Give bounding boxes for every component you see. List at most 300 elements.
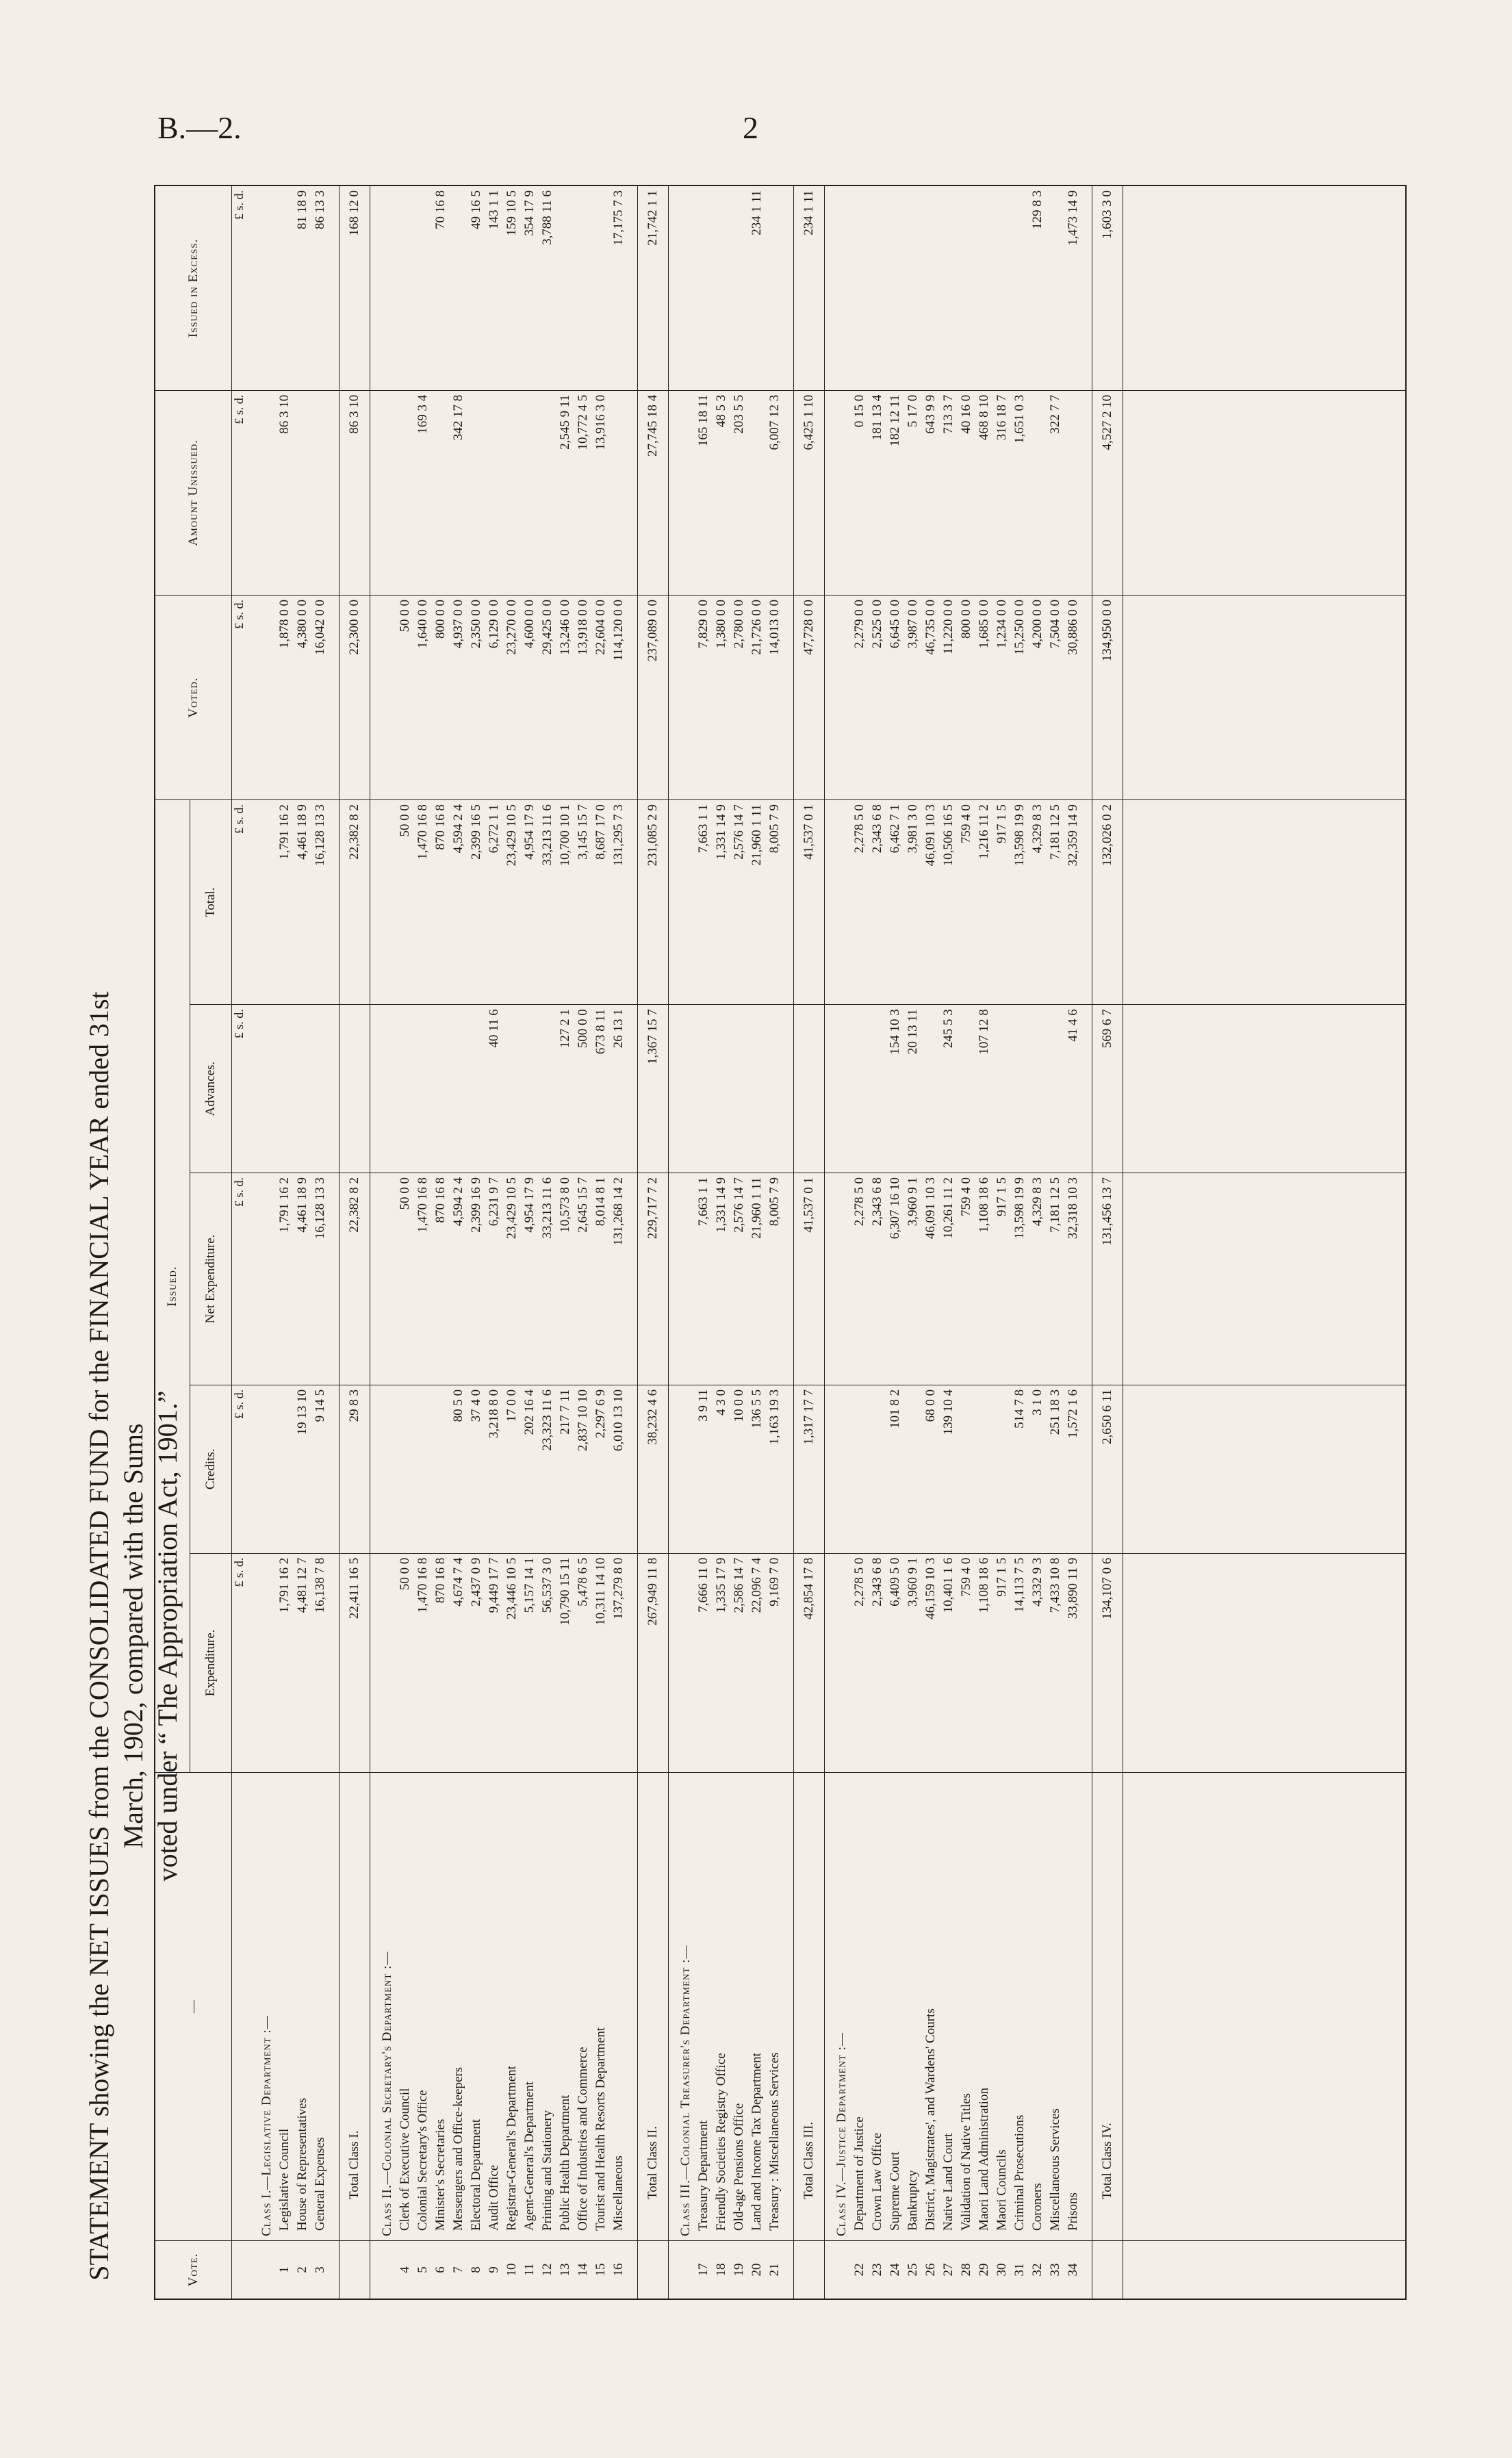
amount-unissued-value [396,390,414,595]
advances-value: 245 5 3 [940,1005,958,1173]
amount-unissued-value: 643 9 9 [922,390,940,595]
net-expenditure-value: 10,261 11 2 [940,1173,958,1385]
issued-in-excess-value [940,185,958,390]
credits-value: 19 13 10 [294,1385,311,1553]
total-credits-value: 2,650 6 11 [1092,1385,1123,1553]
voted-value: 6,129 0 0 [485,595,503,799]
expenditure-value: 6,409 5 0 [886,1553,904,1773]
expenditure-value: 5,157 14 1 [521,1553,539,1773]
spacer-cell [784,2241,794,2299]
amount-unissued-value: 316 18 7 [993,390,1011,595]
amount-unissued-value: 10,772 4 5 [574,390,592,595]
total-value: 917 1 5 [993,800,1011,1005]
voted-value: 2,525 0 0 [869,595,886,799]
vote-number: 14 [574,2241,592,2299]
expenditure-value: 4,481 12 7 [294,1553,311,1773]
total-value: 2,399 16 5 [467,800,485,1005]
vote-description: Bankruptcy [904,1773,922,2241]
net-expenditure-value: 2,399 16 9 [467,1173,485,1385]
spacer-cell [329,1773,339,2241]
empty-cell [250,1553,276,1773]
expenditure-value: 14,113 7 5 [1011,1553,1029,1773]
vote-number: 8 [467,2241,485,2299]
voted-value: 2,350 0 0 [467,595,485,799]
table-row [467,185,485,2299]
advances-value [922,1005,940,1173]
class-total-label: Total Class III. [794,1773,825,2241]
net-expenditure-value: 8,014 8 1 [592,1173,610,1385]
credits-value: 3,218 8 0 [485,1385,503,1553]
advances-value [276,1005,294,1173]
vote-description: Printing and Stationery [539,1773,556,2241]
expenditure-header: Expenditure. [190,1553,232,1773]
spacer-cell [784,1553,794,1773]
vote-description: Criminal Prosecutions [1011,1773,1029,2241]
empty-cell [669,1173,695,1385]
amount-unissued-value: 0 15 0 [851,390,869,595]
advances-value [396,1005,414,1173]
credits-value: 136 5 5 [748,1385,766,1553]
empty-cell [669,1385,695,1553]
credits-value [851,1385,869,1553]
credits-value [958,1385,975,1553]
vote-cell [794,2241,825,2299]
total-total-value: 231,085 2 9 [638,800,669,1005]
empty-cell [825,1553,851,1773]
vote-description: Colonial Secretary's Office [414,1773,432,2241]
issued-in-excess-value [766,185,784,390]
net-expenditure-header: Net Expenditure. [190,1173,232,1385]
advances-value: 107 12 8 [975,1005,993,1173]
empty-cell [370,390,397,595]
vote-description: District, Magistrates', and Wardens' Courts [922,1773,940,2241]
expenditure-value: 9,449 17 7 [485,1553,503,1773]
empty-cell [669,800,695,1005]
advances-header: Advances. [190,1005,232,1173]
net-expenditure-value: 2,278 5 0 [851,1173,869,1385]
expenditure-value: 2,343 6 8 [869,1553,886,1773]
empty-cell [250,595,276,799]
advances-value [713,1005,730,1173]
advances-value [730,1005,748,1173]
empty-cell [825,1173,851,1385]
advances-value [1047,1005,1064,1173]
table-row [695,185,713,2299]
voted-value: 3,987 0 0 [904,595,922,799]
table-row [713,185,730,2299]
advances-value [993,1005,1011,1173]
vote-number: 30 [993,2241,1011,2299]
issued-in-excess-value: 81 18 9 [294,185,311,390]
issued-in-excess-value: 70 16 8 [432,185,450,390]
amount-unissued-value: 5 17 0 [904,390,922,595]
table-row [610,185,628,2299]
amount-unissued-value: 181 13 4 [869,390,886,595]
empty-cell [370,1005,397,1173]
vote-number: 2 [294,2241,311,2299]
total-value: 16,128 13 3 [311,800,329,1005]
vote-description: Messengers and Office-keepers [450,1773,467,2241]
net-expenditure-value: 759 4 0 [958,1173,975,1385]
expenditure-value: 2,437 0 9 [467,1553,485,1773]
net-expenditure-value: 1,470 16 8 [414,1173,432,1385]
class-total-row [794,185,825,2299]
credits-value: 514 7 8 [1011,1385,1029,1553]
net-expenditure-value: 32,318 10 3 [1064,1173,1082,1385]
amount-unissued-value: 48 5 3 [713,390,730,595]
net-expenditure-value: 7,663 1 1 [695,1173,713,1385]
voted-value: 4,380 0 0 [294,595,311,799]
empty-cell [669,1553,695,1773]
voted-value: 13,246 0 0 [556,595,574,799]
table-row [574,185,592,2299]
empty-cell [669,185,695,390]
net-expenditure-value: 6,307 16 10 [886,1173,904,1385]
spacer-cell [784,390,794,595]
advances-value [311,1005,329,1173]
table-row [311,185,329,2299]
amount-unissued-value: 1,651 0 3 [1011,390,1029,595]
issued-in-excess-value [730,185,748,390]
net-expenditure-value: 46,091 10 3 [922,1173,940,1385]
expenditure-value: 870 16 8 [432,1553,450,1773]
voted-value: 46,735 0 0 [922,595,940,799]
total-amount-unissued-value: 4,527 2 10 [1092,390,1123,595]
empty-cell [250,800,276,1005]
amount-unissued-value: 342 17 8 [450,390,467,595]
voted-value: 2,780 0 0 [730,595,748,799]
vote-description: Maori Land Administration [975,1773,993,2241]
spacer-cell [628,1173,638,1385]
table-row [993,185,1011,2299]
total-value: 6,462 7 1 [886,800,904,1005]
total-value: 1,470 16 8 [414,800,432,1005]
total-value: 4,461 18 9 [294,800,311,1005]
voted-value: 15,250 0 0 [1011,595,1029,799]
advances-value: 127 2 1 [556,1005,574,1173]
total-value: 870 16 8 [432,800,450,1005]
spacer-cell [1082,1173,1092,1385]
net-expenditure-value: 13,598 19 9 [1011,1173,1029,1385]
expenditure-value: 1,791 16 2 [276,1553,294,1773]
vote-number: 7 [450,2241,467,2299]
table-body [232,185,1407,2299]
total-value: 4,954 17 9 [521,800,539,1005]
vote-number: 11 [521,2241,539,2299]
vote-number: 6 [432,2241,450,2299]
vote-description: Validation of Native Titles [958,1773,975,2241]
total-expenditure-value: 267,949 11 8 [638,1553,669,1773]
total-value: 32,359 14 9 [1064,800,1082,1005]
spacer-cell [628,185,638,390]
issued-in-excess-value: 1,473 14 9 [1064,185,1082,390]
net-expenditure-value: 10,573 8 0 [556,1173,574,1385]
advances-value [539,1005,556,1173]
spacer-cell [329,185,339,390]
advances-value: 26 13 1 [610,1005,628,1173]
total-value: 33,213 11 6 [539,800,556,1005]
table-row [940,185,958,2299]
empty-cell [370,185,397,390]
spacer-row [784,185,794,2299]
issued-in-excess-value [556,185,574,390]
expenditure-value: 1,108 18 6 [975,1553,993,1773]
empty-cell [825,595,851,799]
amount-unissued-value [503,390,521,595]
spacer-cell [784,1005,794,1173]
table-row [1047,185,1064,2299]
filler-cell [1123,390,1407,595]
filler-cell [1123,1385,1407,1553]
class-total-label: Total Class II. [638,1773,669,2241]
vote-number: 17 [695,2241,713,2299]
credits-value [432,1385,450,1553]
spacer-cell [784,185,794,390]
net-expenditure-value: 16,128 13 3 [311,1173,329,1385]
vote-number: 10 [503,2241,521,2299]
class-heading-row [669,185,695,2299]
table-row [1011,185,1029,2299]
voted-value: 800 0 0 [432,595,450,799]
issued-in-excess-value: 234 1 11 [748,185,766,390]
total-value: 4,594 2 4 [450,800,467,1005]
table-row [886,185,904,2299]
empty-cell [250,185,276,390]
expenditure-value: 22,096 7 4 [748,1553,766,1773]
expenditure-value: 7,433 10 8 [1047,1553,1064,1773]
expenditure-value: 46,159 10 3 [922,1553,940,1773]
units-cell-net-expenditure: £ s. d. [232,1173,251,1385]
total-value: 21,960 1 11 [748,800,766,1005]
total-value: 1,216 11 2 [975,800,993,1005]
credits-value [904,1385,922,1553]
vote-description: Agent-General's Department [521,1773,539,2241]
issued-in-excess-value: 17,175 7 3 [610,185,628,390]
advances-value [414,1005,432,1173]
issued-in-excess-value [958,185,975,390]
advances-value [503,1005,521,1173]
advances-value: 154 10 3 [886,1005,904,1173]
voted-value: 2,279 0 0 [851,595,869,799]
expenditure-value: 4,674 7 4 [450,1553,467,1773]
filler-cell [1123,1005,1407,1173]
amount-unissued-value: 86 3 10 [276,390,294,595]
advances-value [695,1005,713,1173]
net-expenditure-value: 4,329 8 3 [1029,1173,1047,1385]
voted-value: 4,600 0 0 [521,595,539,799]
credits-value [869,1385,886,1553]
vote-number: 24 [886,2241,904,2299]
spacer-cell [329,390,339,595]
total-value: 1,331 14 9 [713,800,730,1005]
advances-value: 41 4 6 [1064,1005,1082,1173]
spacer-cell [1082,800,1092,1005]
vote-description: Office of Industries and Commerce [574,1773,592,2241]
amount-unissued-value: 182 12 11 [886,390,904,595]
filler-cell [1123,2241,1407,2299]
amount-unissued-value: 169 3 4 [414,390,432,595]
net-expenditure-value: 21,960 1 11 [748,1173,766,1385]
vote-number: 32 [1029,2241,1047,2299]
amount-unissued-value [467,390,485,595]
total-expenditure-value: 134,107 0 6 [1092,1553,1123,1773]
class-heading-row [825,185,851,2299]
total-credits-value: 1,317 17 7 [794,1385,825,1553]
advances-value [869,1005,886,1173]
issued-in-excess-value [414,185,432,390]
advances-value: 20 13 11 [904,1005,922,1173]
empty-cell [825,1385,851,1553]
total-net-expenditure-value: 22,382 8 2 [339,1173,370,1385]
vote-number: 23 [869,2241,886,2299]
credits-value: 1,572 1 6 [1064,1385,1082,1553]
units-cell-issued-in-excess: £ s. d. [232,185,251,390]
vote-description: Native Land Court [940,1773,958,2241]
expenditure-value: 50 0 0 [396,1553,414,1773]
amount-unissued-value [748,390,766,595]
vote-number: 15 [592,2241,610,2299]
voted-value: 16,042 0 0 [311,595,329,799]
table-row [975,185,993,2299]
spacer-cell [628,595,638,799]
net-expenditure-value: 33,213 11 6 [539,1173,556,1385]
total-value: 3,145 15 7 [574,800,592,1005]
spacer-cell [628,1385,638,1553]
vote-description: Miscellaneous [610,1773,628,2241]
voted-value: 1,685 0 0 [975,595,993,799]
expenditure-value: 759 4 0 [958,1553,975,1773]
credits-value: 68 0 0 [922,1385,940,1553]
total-voted-value: 47,728 0 0 [794,595,825,799]
total-expenditure-value: 22,411 16 5 [339,1553,370,1773]
total-value: 2,278 5 0 [851,800,869,1005]
vote-number: 28 [958,2241,975,2299]
issued-in-excess-value [993,185,1011,390]
vote-description: Coroners [1029,1773,1047,2241]
amount-unissued-value: 2,545 9 11 [556,390,574,595]
credits-value: 2,297 6 9 [592,1385,610,1553]
empty-cell [825,185,851,390]
vote-description: Legislative Council [276,1773,294,2241]
credits-value [993,1385,1011,1553]
net-expenditure-value: 3,960 9 1 [904,1173,922,1385]
net-expenditure-value: 1,791 16 2 [276,1173,294,1385]
spacer-cell [784,1173,794,1385]
expenditure-value: 23,446 10 5 [503,1553,521,1773]
spacer-cell [784,595,794,799]
table-row [748,185,766,2299]
voted-value: 6,645 0 0 [886,595,904,799]
table-row [1029,185,1047,2299]
vote-description: Clerk of Executive Council [396,1773,414,2241]
voted-value: 1,640 0 0 [414,595,432,799]
vote-description: House of Representatives [294,1773,311,2241]
spacer-row [1082,185,1092,2299]
vote-number: 29 [975,2241,993,2299]
total-advances-value: 1,367 15 7 [638,1005,669,1173]
expenditure-value: 137,279 8 0 [610,1553,628,1773]
advances-value [851,1005,869,1173]
voted-value: 1,878 0 0 [276,595,294,799]
expenditure-value: 9,169 7 0 [766,1553,784,1773]
vote-cell [638,2241,669,2299]
issued-in-excess-value [592,185,610,390]
vote-description: Old-age Pensions Office [730,1773,748,2241]
total-amount-unissued-value: 27,745 18 4 [638,390,669,595]
expenditure-value: 3,960 9 1 [904,1553,922,1773]
advances-value [958,1005,975,1173]
expenditure-value: 1,470 16 8 [414,1553,432,1773]
units-cell-amount-unissued: £ s. d. [232,390,251,595]
voted-value: 7,504 0 0 [1047,595,1064,799]
advances-value [1029,1005,1047,1173]
amount-unissued-value [294,390,311,595]
vote-number: 13 [556,2241,574,2299]
expenditure-value: 4,332 9 3 [1029,1553,1047,1773]
vote-number: 16 [610,2241,628,2299]
amount-unissued-value: 13,916 3 0 [592,390,610,595]
amount-unissued-value: 468 8 10 [975,390,993,595]
expenditure-value: 10,311 14 10 [592,1553,610,1773]
expenditure-value: 2,586 14 7 [730,1553,748,1773]
filler-row [1123,185,1407,2299]
advances-value [766,1005,784,1173]
table-row [539,185,556,2299]
total-value: 1,791 16 2 [276,800,294,1005]
total-value: 46,091 10 3 [922,800,940,1005]
spacer-cell [628,1553,638,1773]
total-advances-value: 569 6 7 [1092,1005,1123,1173]
empty-cell [825,1005,851,1173]
table-row [450,185,467,2299]
net-expenditure-value: 7,181 12 5 [1047,1173,1064,1385]
issued-in-excess-value [851,185,869,390]
spacer-cell [784,1385,794,1553]
expenditure-value: 2,278 5 0 [851,1553,869,1773]
total-expenditure-value: 42,854 17 8 [794,1553,825,1773]
credits-value: 1,163 19 3 [766,1385,784,1553]
vote-cell [669,2241,695,2299]
total-voted-value: 237,089 0 0 [638,595,669,799]
class-title: Class III.—Colonial Treasurer's Department :— [669,1773,695,2241]
table-row [766,185,784,2299]
credits-value: 139 10 4 [940,1385,958,1553]
issued-in-excess-value: 159 10 5 [503,185,521,390]
empty-cell [370,800,397,1005]
empty-cell [250,1173,276,1385]
net-expenditure-value: 8,005 7 9 [766,1173,784,1385]
credits-value: 10 0 0 [730,1385,748,1553]
voted-value: 4,937 0 0 [450,595,467,799]
issued-in-excess-value: 3,788 11 6 [539,185,556,390]
voted-value: 29,425 0 0 [539,595,556,799]
spacer-cell [1082,1005,1092,1173]
amount-unissued-value [610,390,628,595]
total-advances-value [339,1005,370,1173]
spacer-cell [329,595,339,799]
spacer-cell [329,1173,339,1385]
units-cell-total: £ s. d. [232,800,251,1005]
empty-cell [669,390,695,595]
net-expenditure-value: 4,954 17 9 [521,1173,539,1385]
spacer-cell [628,1005,638,1173]
vote-description: Registrar-General's Department [503,1773,521,2241]
total-value: 50 0 0 [396,800,414,1005]
vote-number: 26 [922,2241,940,2299]
issued-in-excess-value: 143 1 1 [485,185,503,390]
vote-description: Electoral Department [467,1773,485,2241]
empty-cell [370,595,397,799]
